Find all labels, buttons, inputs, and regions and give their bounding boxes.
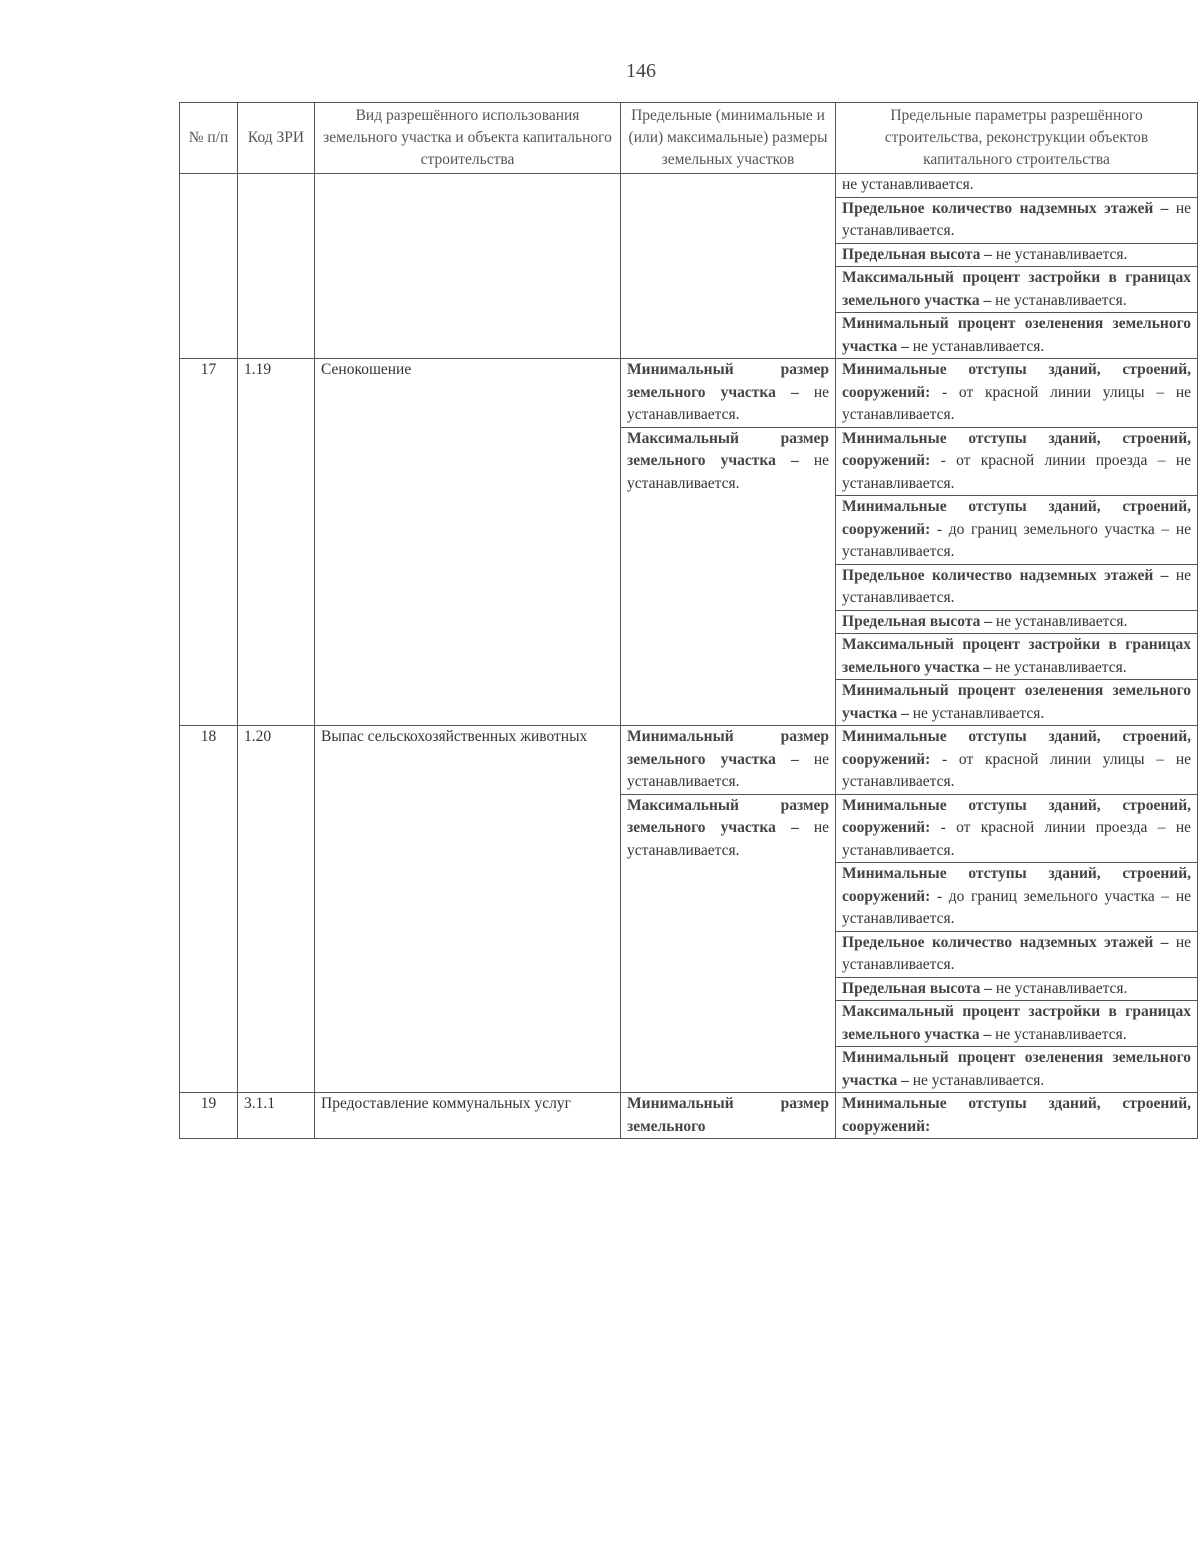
param-value: не устанавливается.: [842, 199, 1192, 239]
param-title: Максимальный процент застройки в границах земельного участка –: [842, 1003, 1192, 1043]
param-cell: [836, 931, 1198, 977]
param-value: не устанавливается.: [912, 704, 1045, 722]
param-value: не устанавливается.: [842, 933, 1192, 973]
size-value: не устанавливается.: [627, 452, 830, 492]
row-code: 3.1.1: [238, 1093, 315, 1139]
param-title: Предельное количество надземных этажей –: [842, 199, 1169, 217]
param-cell: [836, 680, 1198, 726]
size-cell: [621, 726, 836, 795]
size-title: Минимальный размер земельного: [627, 1095, 830, 1135]
param-value: - от красной линии проезда – не устанавливается.: [842, 819, 1192, 859]
table-row: [180, 726, 1198, 795]
param-title: Предельное количество надземных этажей –: [842, 566, 1169, 584]
param-value: - до границ земельного участка – не устанавливается.: [842, 520, 1192, 560]
param-title: Минимальные отступы зданий, строений, сооружений:: [842, 1095, 1192, 1135]
param-value: не устанавливается.: [995, 658, 1127, 676]
size-value: не устанавливается.: [627, 383, 830, 423]
param-title: Предельная высота –: [842, 979, 992, 997]
size-block: [627, 428, 829, 496]
param-title: Минимальные отступы зданий, строений, сооружений:: [842, 498, 1192, 538]
header-code: Код ЗРИ: [238, 103, 315, 174]
size-value: не устанавливается.: [627, 819, 830, 859]
param-cell: [836, 794, 1198, 863]
param-cell: [836, 496, 1198, 565]
size-block: [627, 726, 829, 794]
row-use-type: Сенокошение: [315, 359, 621, 726]
param-cell: [836, 610, 1198, 634]
size-cell: [621, 427, 836, 726]
param-value: - до границ земельного участка – не устанавливается.: [842, 887, 1192, 927]
param-cell: [836, 1047, 1198, 1093]
param-title: Минимальный процент озеленения земельного участка –: [842, 315, 1192, 355]
param-value: не устанавливается.: [995, 291, 1127, 309]
param-value: не устанавливается.: [912, 337, 1045, 355]
param-title: Предельная высота –: [842, 612, 992, 630]
param-value: - от красной линии улицы – не устанавливается.: [842, 750, 1192, 790]
param-cell: [836, 313, 1198, 359]
param-value: не устанавливается.: [842, 566, 1192, 606]
row-number: 18: [180, 726, 238, 1093]
size-block: [627, 359, 829, 427]
param-value: не устанавливается.: [842, 176, 974, 193]
param-title: Минимальные отступы зданий, строений, сооружений:: [842, 429, 1192, 469]
empty-cell: [238, 174, 315, 359]
param-cell: [836, 726, 1198, 795]
size-title: Максимальный размер земельного участка –: [627, 796, 830, 836]
param-value: - от красной линии улицы – не устанавливается.: [842, 383, 1192, 423]
size-block: [627, 795, 829, 863]
param-cell: [836, 243, 1198, 267]
param-value: не устанавливается.: [995, 1025, 1127, 1043]
size-block: [627, 1093, 829, 1138]
param-value: не устанавливается.: [995, 612, 1128, 630]
table-row: [180, 1093, 1198, 1139]
param-cell: [836, 427, 1198, 496]
param-title: Минимальные отступы зданий, строений, сооружений:: [842, 728, 1192, 768]
size-title: Минимальный размер земельного участка –: [627, 728, 830, 768]
param-title: Минимальные отступы зданий, строений, сооружений:: [842, 796, 1192, 836]
header-number: № п/п: [180, 103, 238, 174]
row-use-type: Выпас сельскохозяйственных животных: [315, 726, 621, 1093]
param-cell: [836, 174, 1198, 198]
size-cell: [621, 359, 836, 428]
param-title: Предельное количество надземных этажей –: [842, 933, 1169, 951]
param-cell: [836, 197, 1198, 243]
row-use-type: Предоставление коммунальных услуг: [315, 1093, 621, 1139]
param-cell: [836, 359, 1198, 428]
page-number: 146: [626, 60, 656, 82]
size-title: Минимальный размер земельного участка –: [627, 361, 830, 401]
param-cell: [836, 634, 1198, 680]
row-number: 17: [180, 359, 238, 726]
row-number: 19: [180, 1093, 238, 1139]
size-value: не устанавливается.: [627, 750, 830, 790]
row-code: 1.19: [238, 359, 315, 726]
param-cell: [836, 1001, 1198, 1047]
size-cell: [621, 1093, 836, 1139]
size-title: Максимальный размер земельного участка –: [627, 429, 830, 469]
table-row: [180, 359, 1198, 428]
table-row: [180, 174, 1198, 198]
row-code: 1.20: [238, 726, 315, 1093]
header-use-type: Вид разрешённого использования земельного участка и объекта капитального строительства: [315, 103, 621, 174]
table-header-row: [180, 103, 1198, 174]
param-cell: [836, 564, 1198, 610]
param-cell: [836, 977, 1198, 1001]
empty-cell: [621, 174, 836, 359]
empty-cell: [315, 174, 621, 359]
param-title: Минимальные отступы зданий, строений, сооружений:: [842, 865, 1192, 905]
param-value: не устанавливается.: [995, 245, 1128, 263]
param-cell: [836, 1093, 1198, 1139]
param-title: Минимальный процент озеленения земельного участка –: [842, 1049, 1192, 1089]
param-title: Предельная высота –: [842, 245, 992, 263]
param-title: Максимальный процент застройки в границах земельного участка –: [842, 269, 1192, 309]
param-value: не устанавливается.: [995, 979, 1128, 997]
zoning-table: [179, 102, 1198, 1139]
size-cell: [621, 794, 836, 1093]
param-cell: [836, 267, 1198, 313]
param-title: Максимальный процент застройки в границах земельного участка –: [842, 636, 1192, 676]
param-title: Минимальные отступы зданий, строений, сооружений:: [842, 361, 1192, 401]
param-value: - от красной линии проезда – не устанавливается.: [842, 452, 1192, 492]
header-params: Предельные параметры разрешённого строительства, реконструкции объектов капитального строительства: [836, 103, 1198, 174]
param-value: не устанавливается.: [912, 1071, 1045, 1089]
param-title: Минимальный процент озеленения земельного участка –: [842, 682, 1192, 722]
param-cell: [836, 863, 1198, 932]
header-sizes: Предельные (минимальные и (или) максимальные) размеры земельных участков: [621, 103, 836, 174]
empty-cell: [180, 174, 238, 359]
